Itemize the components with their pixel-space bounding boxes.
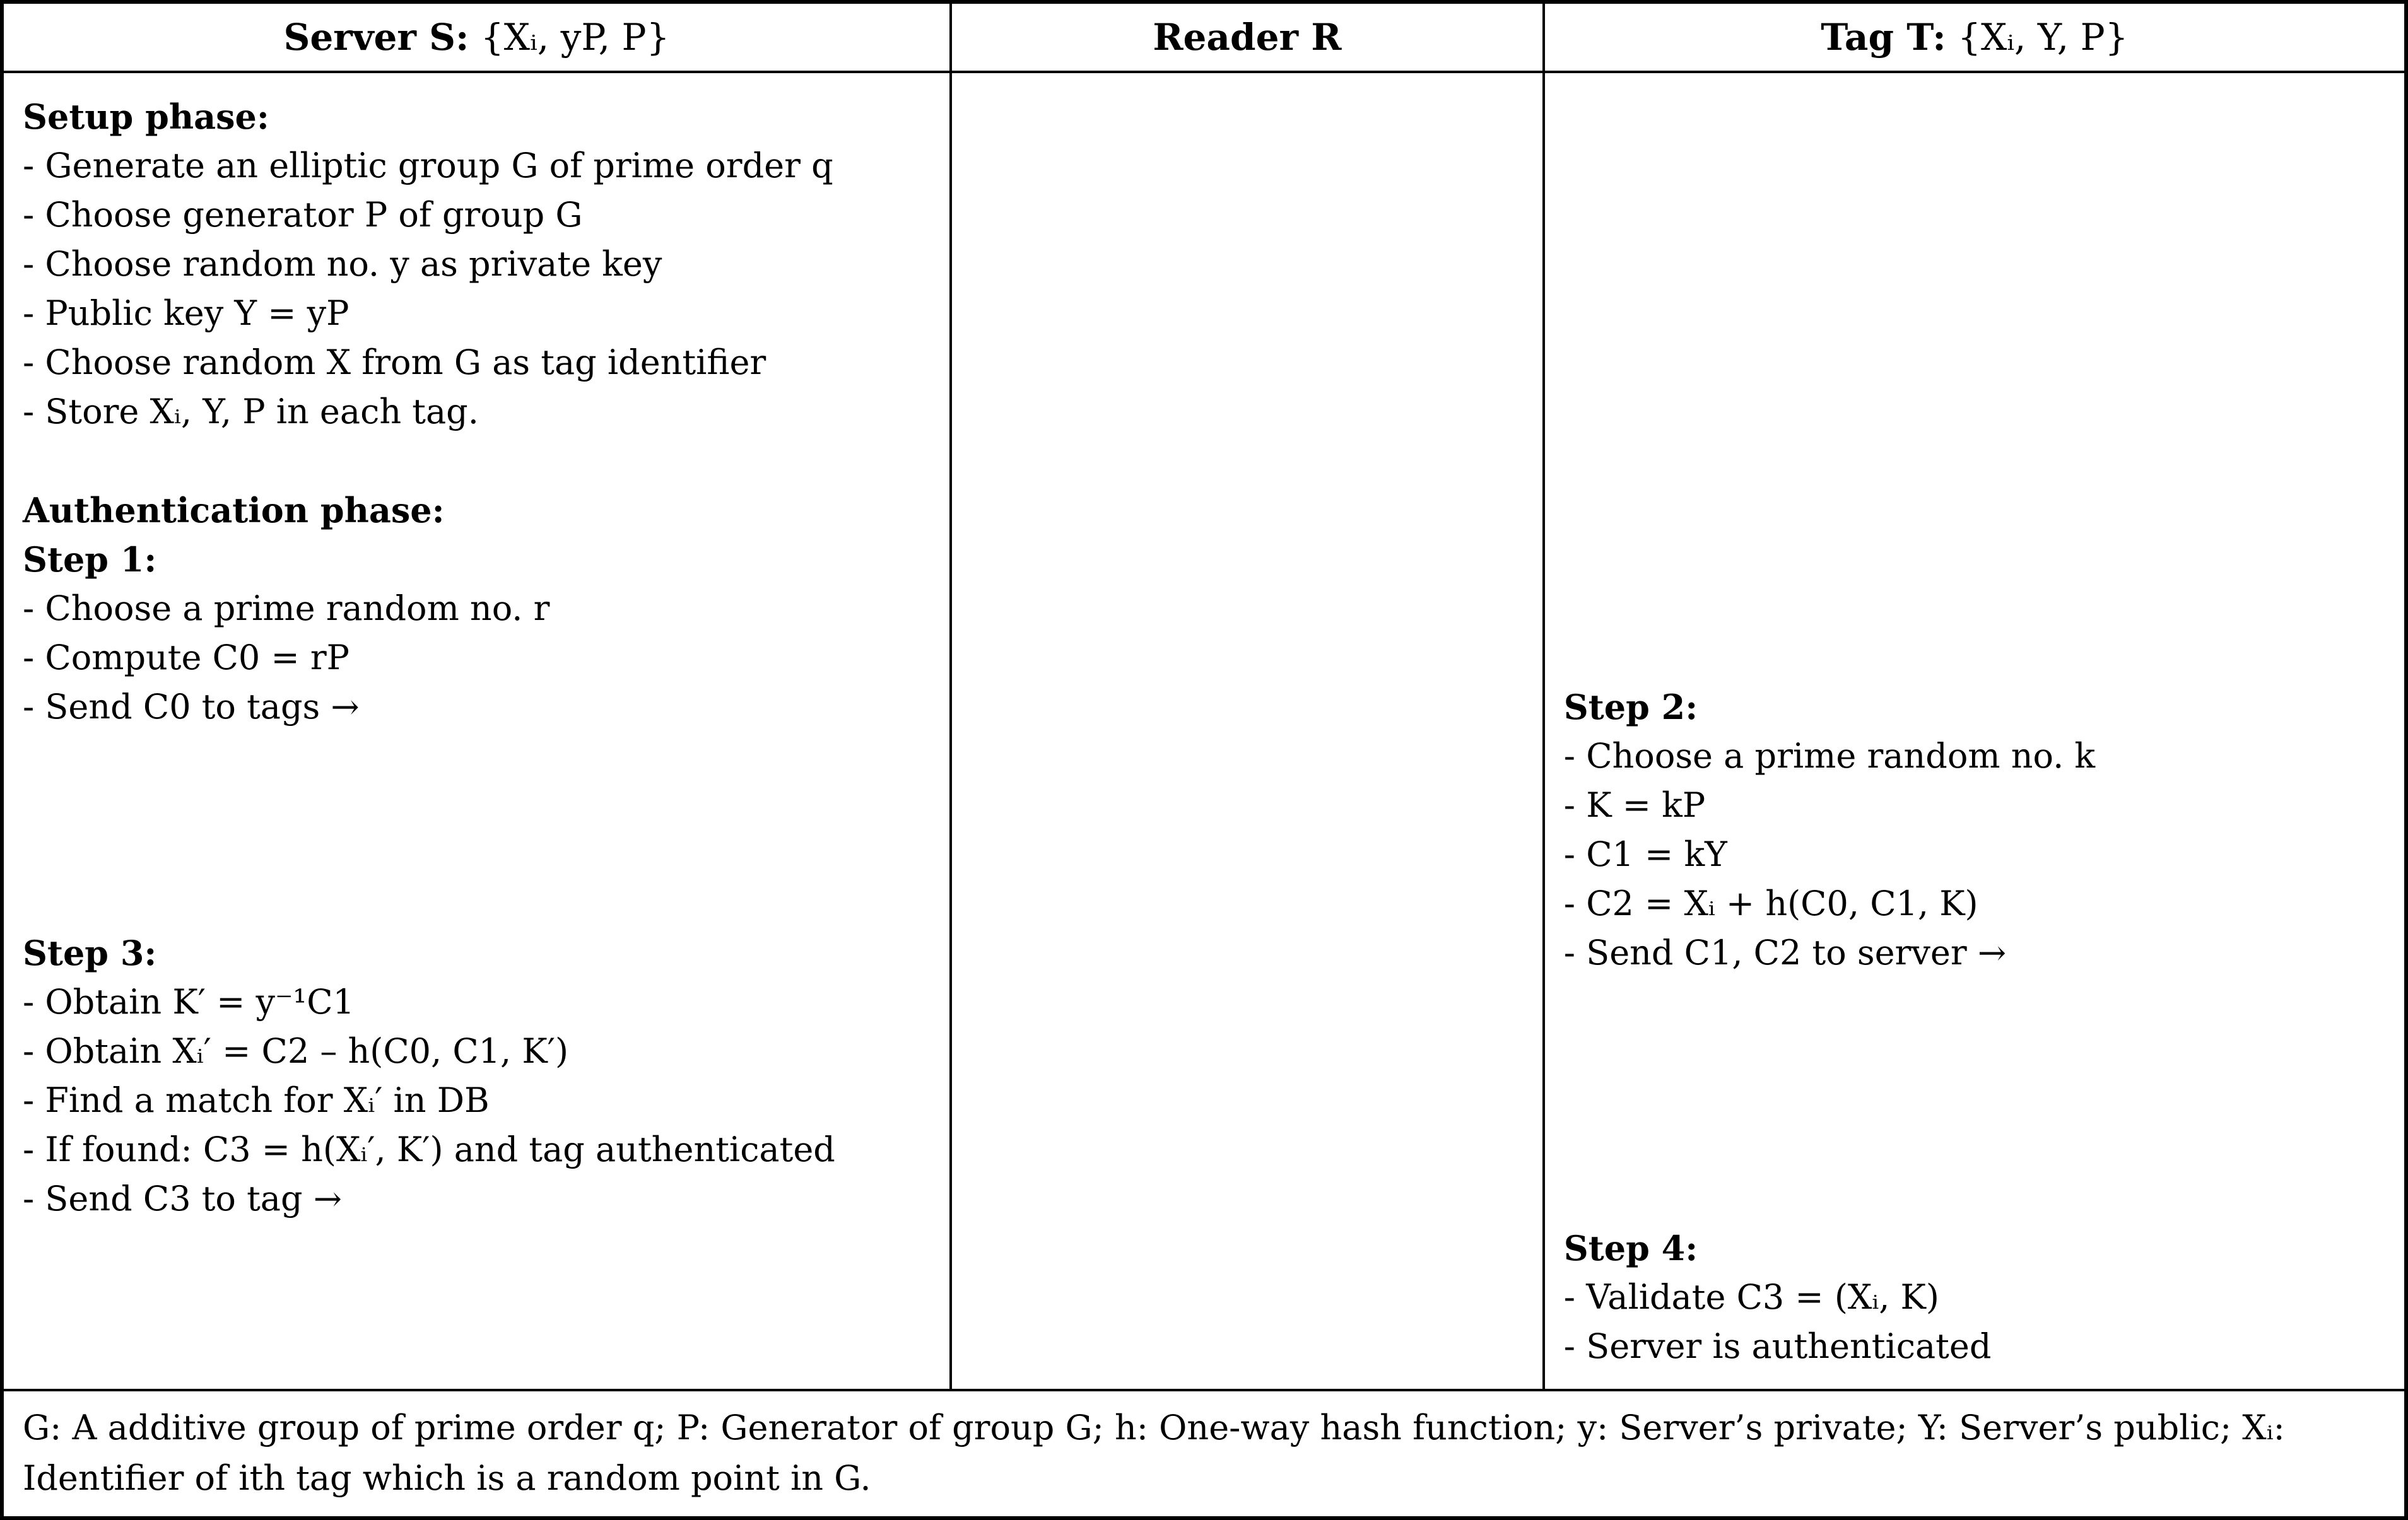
protocol-line: - Public key Y = yP <box>23 293 349 333</box>
blank-line <box>1564 92 2387 141</box>
blank-line <box>23 830 932 879</box>
blank-line <box>23 436 932 486</box>
blank-line <box>23 879 932 928</box>
blank-line <box>23 732 932 781</box>
phase-step-label: Step 3: <box>23 933 157 973</box>
blank-line <box>1564 978 2387 1027</box>
protocol-line: - K = kP <box>1563 785 1706 825</box>
blank-line <box>1564 1076 2387 1125</box>
legend-row <box>4 1389 2404 1516</box>
protocol-line: - Obtain K′ = y⁻¹C1 <box>23 982 355 1022</box>
blank-line <box>1564 584 2387 633</box>
protocol-line: - Server is authenticated <box>1563 1326 1992 1366</box>
protocol-line: - Choose random no. y as private key <box>23 244 662 284</box>
column-header-tag <box>1545 4 2404 71</box>
server-header-params: {Xᵢ, yP, P} <box>469 16 670 59</box>
protocol-line: - Choose generator P of group G <box>23 195 583 235</box>
blank-line <box>1564 240 2387 289</box>
blank-line <box>1564 190 2387 240</box>
blank-line <box>1564 338 2387 387</box>
protocol-line: - Send C3 to tag → <box>23 1179 342 1219</box>
blank-line <box>1564 289 2387 338</box>
protocol-line: - C1 = kY <box>1563 834 1727 874</box>
protocol-line: - Compute C0 = rP <box>23 638 350 677</box>
blank-line <box>23 781 932 830</box>
table-body-row <box>4 73 2404 1389</box>
protocol-line: - Find a match for Xᵢ′ in DB <box>23 1080 490 1120</box>
protocol-line: - Store Xᵢ, Y, P in each tag. <box>23 392 479 431</box>
protocol-line: - Choose random X from G as tag identifier <box>23 342 766 382</box>
server-column-body <box>4 73 952 1389</box>
blank-line <box>1564 1027 2387 1076</box>
protocol-line: - Choose a prime random no. k <box>1563 736 2096 776</box>
protocol-line: - Send C1, C2 to server → <box>1563 933 2007 973</box>
column-header-reader <box>952 4 1545 71</box>
protocol-line: - Generate an elliptic group G of prime order q <box>23 146 833 185</box>
tag-header-params: {Xᵢ, Y, P} <box>1946 16 2129 59</box>
blank-line <box>1564 486 2387 535</box>
phase-step-label: Step 4: <box>1563 1228 1698 1268</box>
blank-line <box>1564 1125 2387 1174</box>
blank-line <box>1564 633 2387 682</box>
protocol-line: - If found: C3 = h(Xᵢ′, K′) and tag authenticated <box>23 1130 835 1169</box>
protocol-line: - Obtain Xᵢ′ = C2 – h(C0, C1, K′) <box>23 1031 569 1071</box>
server-header-title: Server S: <box>283 16 469 59</box>
protocol-line: - C2 = Xᵢ + h(C0, C1, K) <box>1563 884 1978 923</box>
blank-line <box>1564 387 2387 436</box>
blank-line <box>1564 141 2387 190</box>
phase-step-label: Step 2: <box>1563 687 1698 727</box>
blank-line <box>1564 436 2387 486</box>
table-header-row <box>4 4 2404 73</box>
phase-step-label: Step 1: <box>23 539 157 580</box>
phase-step-label: Authentication phase: <box>23 490 445 530</box>
protocol-line: - Send C0 to tags → <box>23 687 360 727</box>
reader-column-body <box>952 73 1545 1389</box>
blank-line <box>1564 535 2387 584</box>
column-header-server <box>4 4 952 71</box>
tag-column-body <box>1545 73 2404 1389</box>
blank-line <box>1564 1174 2387 1224</box>
phase-step-label: Setup phase: <box>23 96 269 137</box>
reader-header-title: Reader R <box>1153 16 1342 59</box>
protocol-line: - Choose a prime random no. r <box>23 588 550 628</box>
tag-header-title: Tag T: <box>1821 16 1946 59</box>
protocol-line: - Validate C3 = (Xᵢ, K) <box>1563 1277 1939 1317</box>
legend-text: G: A additive group of prime order q; P: Generator of group G; h: One-way hash function; y: Server’s private; Y: Server’s public; Xᵢ: Identifier of ith tag which is a random point in G. <box>23 1408 2285 1498</box>
